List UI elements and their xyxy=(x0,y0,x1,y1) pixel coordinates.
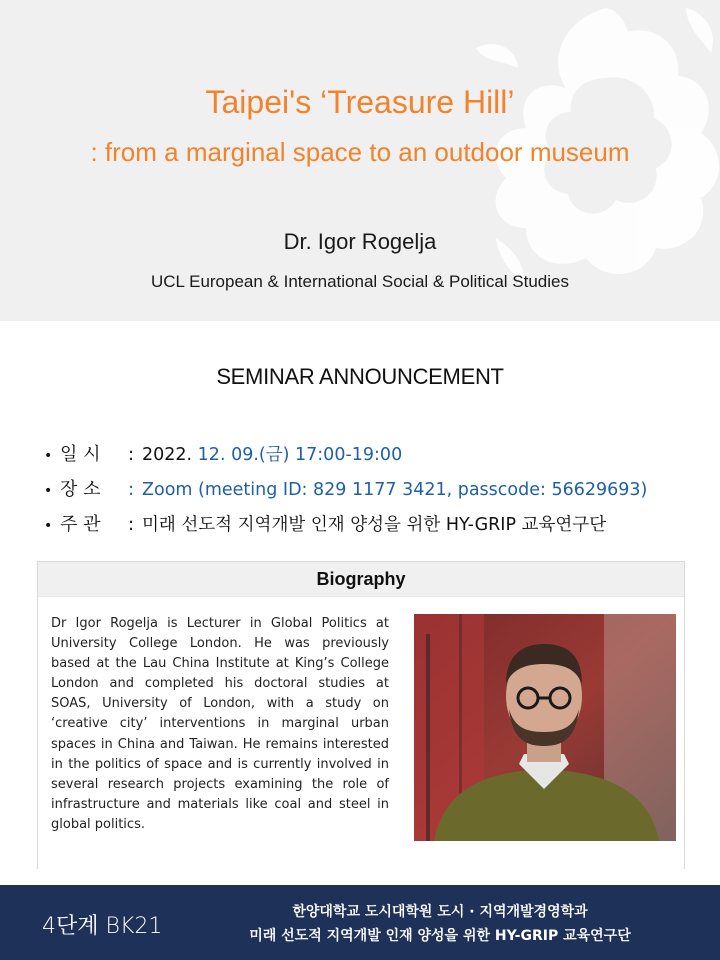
bullet: • xyxy=(44,483,53,499)
place-value: Zoom (meeting ID: 829 1177 3421, passcode: 56629693) xyxy=(142,480,648,500)
speaker-photo xyxy=(414,614,676,841)
speaker-affiliation: UCL European & International Social & Political Studies xyxy=(151,272,569,291)
date-time: 12. 09.(금) 17:00-19:00 xyxy=(197,445,403,465)
bullet: • xyxy=(44,518,53,534)
separator: : xyxy=(128,514,135,535)
announcement-heading: SEMINAR ANNOUNCEMENT xyxy=(216,364,504,389)
detail-host xyxy=(44,510,704,545)
speaker-name: Dr. Igor Rogelja xyxy=(283,229,437,254)
event-details xyxy=(44,440,704,545)
date-year: 2022. xyxy=(142,445,198,465)
biography-text: Dr Igor Rogelja is Lecturer in Global Politics at University College London. He was previously based at the Lau China Institute at King’s College London and completed his doctoral studies at SOAS, University of London, with a study on ‘creative city’ interventions in marginal urban spaces in China and Taiwan. He remains interested in the politics of space and is currently involved in several research projects examining the role of infrastructure and materials like coal and steel in global politics. xyxy=(51,616,389,832)
bullet: • xyxy=(44,448,53,464)
footer-bar xyxy=(0,885,720,960)
separator: : xyxy=(128,479,135,500)
detail-date xyxy=(44,440,704,475)
biography-heading: Biography xyxy=(38,562,684,596)
detail-place xyxy=(44,475,704,510)
place-label: 장 소 xyxy=(60,479,101,500)
host-value: 미래 선도적 지역개발 인재 양성을 위한 HY-GRIP 교육연구단 xyxy=(142,515,607,535)
hero-banner xyxy=(0,0,720,321)
organizer-info xyxy=(180,900,700,948)
organizer-department: 한양대학교 도시대학원 도시 · 지역개발경영학과 xyxy=(292,904,588,920)
biography-body xyxy=(38,596,684,869)
biography-card xyxy=(37,561,685,869)
date-value xyxy=(142,441,402,466)
bk21-label: 4단계 BK21 xyxy=(42,914,163,939)
date-label: 일 시 xyxy=(60,444,101,465)
speaker-portrait-image xyxy=(414,614,676,841)
seminar-subtitle: : from a marginal space to an outdoor museum xyxy=(90,137,630,167)
host-label: 주 관 xyxy=(60,514,101,535)
organizer-program: 미래 선도적 지역개발 인재 양성을 위한 HY-GRIP 교육연구단 xyxy=(249,928,631,944)
separator: : xyxy=(128,444,135,465)
seminar-title: Taipei's ‘Treasure Hill’ xyxy=(205,84,515,120)
